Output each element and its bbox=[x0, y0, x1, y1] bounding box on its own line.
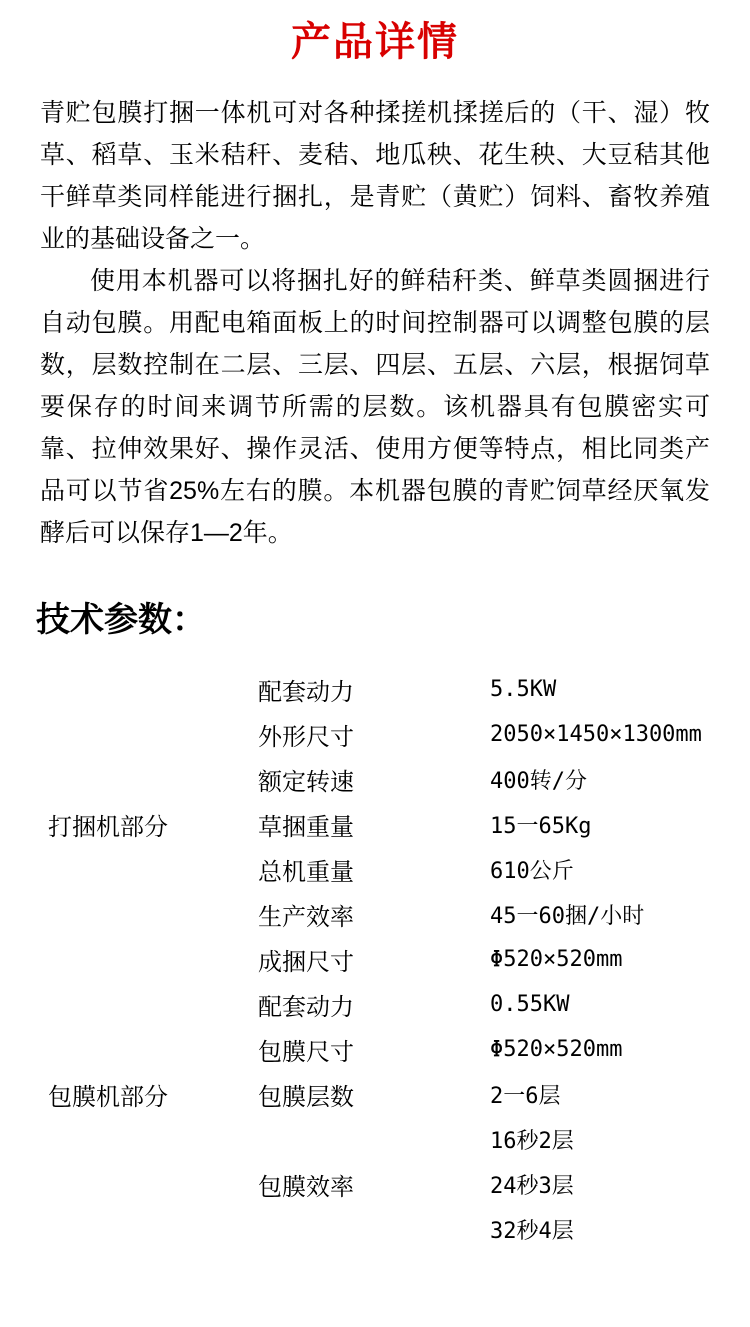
spec-param-value: 0.55KW bbox=[490, 992, 570, 1017]
product-description bbox=[40, 92, 710, 554]
specs-heading: 技术参数： bbox=[36, 601, 206, 639]
description-paragraph-2: 使用本机器可以将捆扎好的鲜秸秆类、鲜草类圆捆进行自动包膜。用配电箱面板上的时间控制器可以调整包膜的层数，层数控制在二层、三层、四层、五层、六层，根据饲草要保存的时间来调节所需的层数。该机器具有包膜密实可靠、拉伸效果好、操作灵活、使用方便等特点，相比同类产品可以节省25%左右的膜。本机器包膜的青贮饲草经厌氧发酵后可以保存1—2年。 bbox=[40, 267, 710, 547]
spec-param-name: 额定转速 bbox=[258, 770, 354, 796]
spec-param-value: 400转/分 bbox=[490, 769, 587, 794]
spec-param-value: 16秒2层 bbox=[490, 1129, 574, 1154]
spec-section-label: 打捆机部分 bbox=[48, 815, 168, 841]
specs-table bbox=[0, 667, 750, 1252]
spec-row bbox=[0, 802, 750, 847]
spec-row bbox=[0, 892, 750, 937]
spec-row bbox=[0, 1207, 750, 1252]
spec-param-value: 2一6层 bbox=[490, 1084, 561, 1109]
spec-row bbox=[0, 1162, 750, 1207]
spec-param-name: 包膜层数 bbox=[258, 1085, 354, 1111]
page-title: 产品详情 bbox=[291, 20, 459, 64]
spec-param-name: 生产效率 bbox=[258, 905, 354, 931]
spec-param-value: 24秒3层 bbox=[490, 1174, 574, 1199]
spec-row bbox=[0, 667, 750, 712]
spec-param-value: 2050×1450×1300mm bbox=[490, 722, 702, 747]
spec-row bbox=[0, 1117, 750, 1162]
spec-param-name: 配套动力 bbox=[258, 680, 354, 706]
spec-param-name: 成捆尺寸 bbox=[258, 950, 354, 976]
spec-param-name: 包膜尺寸 bbox=[258, 1040, 354, 1066]
spec-param-value: Φ520×520mm bbox=[490, 1037, 623, 1062]
spec-row bbox=[0, 1072, 750, 1117]
spec-row bbox=[0, 847, 750, 892]
spec-param-value: 610公斤 bbox=[490, 859, 574, 884]
spec-param-name: 配套动力 bbox=[258, 995, 354, 1021]
spec-row bbox=[0, 937, 750, 982]
spec-row bbox=[0, 1027, 750, 1072]
spec-param-value: 15一65Kg bbox=[490, 814, 592, 839]
spec-param-name: 包膜效率 bbox=[258, 1175, 354, 1201]
spec-param-value: Φ520×520mm bbox=[490, 947, 623, 972]
spec-row bbox=[0, 757, 750, 802]
spec-row bbox=[0, 982, 750, 1027]
spec-row bbox=[0, 712, 750, 757]
spec-param-value: 32秒4层 bbox=[490, 1219, 574, 1244]
spec-param-value: 5.5KW bbox=[490, 677, 557, 702]
spec-param-name: 草捆重量 bbox=[258, 815, 354, 841]
spec-param-name: 总机重量 bbox=[258, 860, 354, 886]
spec-section-label: 包膜机部分 bbox=[48, 1085, 168, 1111]
spec-param-value: 45一60捆/小时 bbox=[490, 904, 645, 929]
description-paragraph-1: 青贮包膜打捆一体机可对各种揉搓机揉搓后的（干、湿）牧草、稻草、玉米秸秆、麦秸、地瓜秧、花生秧、大豆秸其他干鲜草类同样能进行捆扎，是青贮（黄贮）饲料、畜牧养殖业的基础设备之一。 bbox=[40, 99, 710, 253]
spec-param-name: 外形尺寸 bbox=[258, 725, 354, 751]
